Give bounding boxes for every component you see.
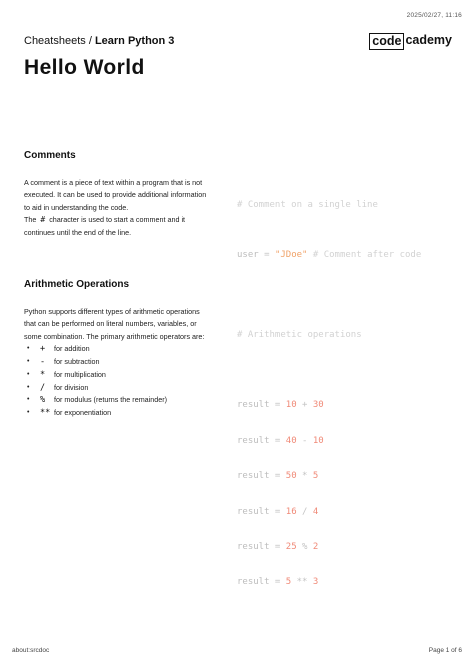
code-operator: -: [296, 435, 313, 446]
list-item: [24, 343, 207, 356]
bullet-icon: •: [27, 358, 30, 366]
hash-inline-code: #: [40, 215, 46, 225]
code-operator: %: [296, 541, 313, 552]
code-assign: =: [269, 541, 286, 552]
logo-rest-text: cademy: [405, 33, 452, 47]
section-heading-arithmetic: Arithmetic Operations: [24, 279, 130, 290]
code-number: 3: [312, 577, 319, 588]
operator-description: for addition: [54, 344, 90, 354]
code-line: [237, 540, 362, 555]
list-item: [24, 382, 207, 395]
code-line: [237, 248, 421, 263]
page-url: about:srcdoc: [12, 647, 50, 654]
page-title: Hello World: [24, 56, 145, 79]
operator-description: for subtraction: [54, 357, 100, 367]
code-assign: =: [269, 506, 286, 517]
code-assign: =: [269, 577, 286, 588]
code-line: [237, 469, 362, 484]
operator-description: for multiplication: [54, 369, 106, 379]
code-number: 25: [285, 541, 297, 552]
code-number: 5: [312, 471, 319, 482]
code-number: 2: [312, 541, 319, 552]
code-operator: **: [291, 577, 313, 588]
section-heading-comments: Comments: [24, 150, 76, 161]
code-number: 4: [312, 506, 319, 517]
operator-symbol: %: [40, 395, 46, 406]
list-item: [24, 407, 207, 420]
arithmetic-description: [24, 306, 207, 420]
operator-list: [24, 343, 207, 420]
list-item: [24, 356, 207, 369]
code-variable: result: [237, 400, 270, 411]
breadcrumb-separator: /: [85, 35, 95, 47]
code-variable: result: [237, 577, 270, 588]
code-comment: # Arithmetic operations: [237, 330, 362, 340]
list-item: [24, 369, 207, 382]
comments-text-before: The: [24, 215, 39, 225]
code-operator: +: [296, 400, 313, 411]
code-assign: =: [269, 471, 286, 482]
code-number: 30: [312, 400, 324, 411]
code-comment: # Comment after code: [307, 250, 422, 261]
page-number: Page 1 of 6: [428, 647, 462, 654]
operator-description: for exponentiation: [54, 408, 112, 418]
bullet-icon: •: [27, 409, 30, 417]
comments-code-block: [237, 178, 421, 274]
code-variable: result: [237, 541, 270, 552]
code-string: "JDoe": [274, 250, 308, 261]
bullet-icon: •: [27, 396, 30, 404]
bullet-icon: •: [27, 345, 30, 353]
code-variable: result: [237, 435, 270, 446]
comments-text-after: character is used to start a comment and it continues until the end of the line.: [24, 215, 186, 237]
logo-boxed-text: code: [369, 33, 404, 50]
code-number: 40: [285, 435, 297, 446]
operator-description: for division: [54, 382, 89, 392]
operator-symbol: +: [40, 344, 46, 355]
code-variable: result: [237, 506, 270, 517]
operator-description: for modulus (returns the remainder): [54, 395, 168, 405]
code-operator: *: [296, 471, 313, 482]
code-line: [237, 328, 362, 343]
arithmetic-intro: Python supports different types of arithmetic operations that can be performed on literal numbers, variables, or some combination. The primary arithmetic operators are:: [24, 307, 205, 341]
operator-symbol: *: [40, 369, 46, 380]
code-assign: =: [269, 400, 286, 411]
code-operator: /: [296, 506, 313, 517]
code-line: [237, 505, 362, 520]
arithmetic-code-block: [237, 308, 362, 601]
operator-symbol: /: [40, 382, 46, 393]
code-number: 5: [285, 577, 292, 588]
operator-symbol: -: [40, 357, 46, 368]
list-item: [24, 394, 207, 407]
codecademy-logo[interactable]: [369, 33, 452, 50]
breadcrumb: [24, 35, 174, 47]
operator-symbol: **: [40, 408, 51, 419]
code-number: 50: [285, 471, 297, 482]
comments-paragraph: A comment is a piece of text within a program that is not executed. It can be used to provide additional information to aid in understanding the code.: [24, 178, 207, 212]
bullet-icon: •: [27, 383, 30, 391]
comments-paragraph-hash: [24, 214, 207, 239]
breadcrumb-parent-link[interactable]: Cheatsheets: [24, 35, 86, 47]
code-variable: user: [237, 250, 259, 261]
bullet-icon: •: [27, 370, 30, 378]
code-assign: =: [269, 435, 286, 446]
code-variable: result: [237, 471, 270, 482]
code-number: 10: [285, 400, 297, 411]
code-number: 16: [285, 506, 297, 517]
code-number: 10: [312, 435, 324, 446]
code-comment: # Comment on a single line: [237, 200, 378, 210]
code-line: [237, 398, 362, 413]
print-date: 2025/02/27, 11:16: [406, 12, 462, 19]
comments-description: [24, 177, 207, 239]
code-line: [237, 434, 362, 449]
code-assign: =: [258, 250, 275, 261]
breadcrumb-current: Learn Python 3: [94, 35, 175, 47]
code-line: [237, 575, 362, 590]
code-line: [237, 198, 421, 213]
